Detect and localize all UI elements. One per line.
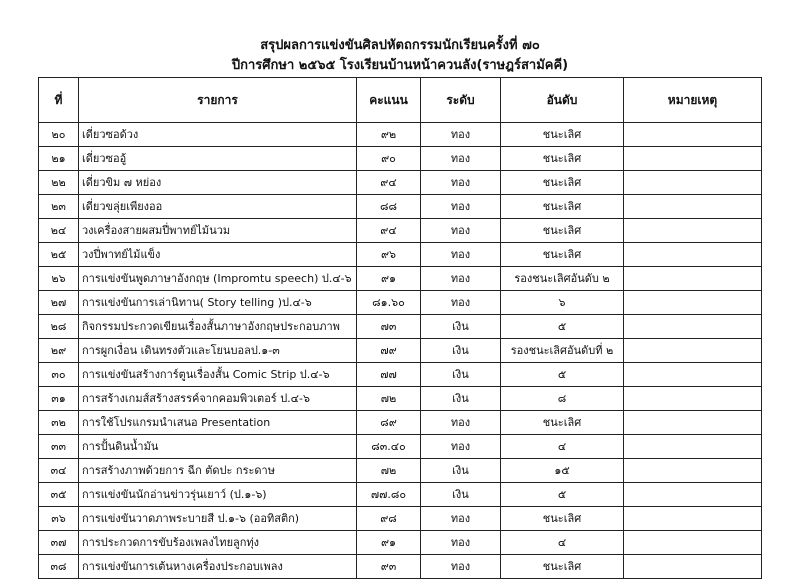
cell-item: การแข่งขันสร้างการ์ตูนเรื่องสั้น Comic Strip ป.๔-๖: [79, 363, 357, 387]
column-header-score: คะแนน: [357, 78, 421, 123]
table-row: [39, 411, 762, 435]
cell-item: การสร้างเกมส์สร้างสรรค์จากคอมพิวเตอร์ ป.๔-๖: [79, 387, 357, 411]
table-row: [39, 219, 762, 243]
cell-level: เงิน: [421, 483, 501, 507]
cell-level: ทอง: [421, 507, 501, 531]
cell-note: [624, 243, 762, 267]
table-row: [39, 291, 762, 315]
cell-score: ๙๑: [357, 531, 421, 555]
cell-no: ๓๖: [39, 507, 79, 531]
table-row: [39, 123, 762, 147]
cell-item: วงเครื่องสายผสมปี่พาทย์ไม้นวม: [79, 219, 357, 243]
cell-note: [624, 171, 762, 195]
cell-item: เดี่ยวขลุ่ยเพียงออ: [79, 195, 357, 219]
cell-score: ๗๒: [357, 387, 421, 411]
table-row: [39, 387, 762, 411]
table-row: [39, 195, 762, 219]
table-row: [39, 363, 762, 387]
cell-note: [624, 363, 762, 387]
cell-note: [624, 435, 762, 459]
cell-rank: ๔: [501, 531, 624, 555]
cell-no: ๓๐: [39, 363, 79, 387]
cell-score: ๗๙: [357, 339, 421, 363]
cell-no: ๒๖: [39, 267, 79, 291]
cell-item: การแข่งขันการเต้นหางเครื่องประกอบเพลง: [79, 555, 357, 579]
cell-rank: ๑๕: [501, 459, 624, 483]
cell-score: ๙๒: [357, 123, 421, 147]
cell-item: การผูกเงื่อน เดินทรงตัวและโยนบอลป.๑-๓: [79, 339, 357, 363]
table-row: [39, 243, 762, 267]
cell-item: การใช้โปรแกรมนำเสนอ Presentation: [79, 411, 357, 435]
cell-score: ๘๑.๖๐: [357, 291, 421, 315]
document-subtitle: ปีการศึกษา ๒๕๖๕ โรงเรียนบ้านหน้าควนลัง(ราษฎร์สามัคคี): [231, 58, 569, 73]
cell-note: [624, 315, 762, 339]
table-header-row: [39, 78, 762, 123]
cell-no: ๒๕: [39, 243, 79, 267]
cell-rank: ๕: [501, 315, 624, 339]
column-header-no: ที่: [39, 78, 79, 123]
cell-note: [624, 411, 762, 435]
cell-level: ทอง: [421, 531, 501, 555]
cell-item: การสร้างภาพด้วยการ ฉีก ตัดปะ กระดาษ: [79, 459, 357, 483]
cell-no: ๒๗: [39, 291, 79, 315]
cell-no: ๒๑: [39, 147, 79, 171]
cell-level: ทอง: [421, 219, 501, 243]
table-row: [39, 531, 762, 555]
cell-level: ทอง: [421, 267, 501, 291]
cell-level: ทอง: [421, 291, 501, 315]
cell-item: การแข่งขันวาดภาพระบายสี ป.๑-๖ (ออทิสติก): [79, 507, 357, 531]
cell-score: ๙๐: [357, 147, 421, 171]
cell-rank: ชนะเลิศ: [501, 147, 624, 171]
cell-score: ๙๔: [357, 219, 421, 243]
cell-no: ๒๒: [39, 171, 79, 195]
cell-no: ๒๓: [39, 195, 79, 219]
results-table: [38, 77, 762, 579]
cell-note: [624, 387, 762, 411]
column-header-note: หมายเหตุ: [624, 78, 762, 123]
cell-no: ๓๗: [39, 531, 79, 555]
cell-score: ๗๓: [357, 315, 421, 339]
cell-note: [624, 339, 762, 363]
table-row: [39, 267, 762, 291]
cell-score: ๘๙: [357, 411, 421, 435]
cell-score: ๙๖: [357, 243, 421, 267]
cell-rank: ๘: [501, 387, 624, 411]
cell-note: [624, 195, 762, 219]
cell-note: [624, 291, 762, 315]
cell-level: ทอง: [421, 147, 501, 171]
cell-level: ทอง: [421, 171, 501, 195]
cell-rank: ชนะเลิศ: [501, 219, 624, 243]
cell-no: ๓๘: [39, 555, 79, 579]
cell-level: ทอง: [421, 195, 501, 219]
cell-score: ๙๑: [357, 267, 421, 291]
cell-item: การประกวดการขับร้องเพลงไทยลูกทุ่ง: [79, 531, 357, 555]
table-row: [39, 483, 762, 507]
cell-item: เดี่ยวซออู้: [79, 147, 357, 171]
cell-rank: ชนะเลิศ: [501, 171, 624, 195]
cell-no: ๓๒: [39, 411, 79, 435]
cell-level: เงิน: [421, 459, 501, 483]
cell-no: ๒๔: [39, 219, 79, 243]
column-header-rank: อันดับ: [501, 78, 624, 123]
cell-score: ๗๗.๘๐: [357, 483, 421, 507]
cell-level: ทอง: [421, 411, 501, 435]
cell-item: เดี่ยวขิม ๗ หย่อง: [79, 171, 357, 195]
table-row: [39, 147, 762, 171]
cell-no: ๒๐: [39, 123, 79, 147]
cell-note: [624, 147, 762, 171]
column-header-item: รายการ: [79, 78, 357, 123]
cell-note: [624, 459, 762, 483]
table-row: [39, 339, 762, 363]
cell-score: ๗๒: [357, 459, 421, 483]
table-row: [39, 459, 762, 483]
cell-level: ทอง: [421, 243, 501, 267]
cell-rank: ชนะเลิศ: [501, 243, 624, 267]
table-row: [39, 507, 762, 531]
table-row: [39, 435, 762, 459]
cell-no: ๓๓: [39, 435, 79, 459]
cell-rank: ชนะเลิศ: [501, 507, 624, 531]
column-header-level: ระดับ: [421, 78, 501, 123]
cell-item: การแข่งขันการเล่านิทาน( Story telling )ป.๔-๖: [79, 291, 357, 315]
cell-item: กิจกรรมประกวดเขียนเรื่องสั้นภาษาอังกฤษประกอบภาพ: [79, 315, 357, 339]
cell-score: ๘๓.๔๐: [357, 435, 421, 459]
cell-no: ๒๘: [39, 315, 79, 339]
cell-no: ๒๙: [39, 339, 79, 363]
cell-level: ทอง: [421, 435, 501, 459]
cell-rank: ชนะเลิศ: [501, 195, 624, 219]
cell-rank: ๕: [501, 483, 624, 507]
cell-rank: ชนะเลิศ: [501, 555, 624, 579]
cell-note: [624, 507, 762, 531]
table-row: [39, 315, 762, 339]
cell-score: ๗๗: [357, 363, 421, 387]
cell-item: เดี่ยวซอด้วง: [79, 123, 357, 147]
cell-item: การแข่งขันนักอ่านข่าวรุ่นเยาว์ (ป.๑-๖): [79, 483, 357, 507]
cell-no: ๓๕: [39, 483, 79, 507]
cell-note: [624, 531, 762, 555]
cell-score: ๙๓: [357, 555, 421, 579]
table-row: [39, 171, 762, 195]
cell-note: [624, 123, 762, 147]
cell-note: [624, 555, 762, 579]
cell-no: ๓๔: [39, 459, 79, 483]
cell-level: เงิน: [421, 339, 501, 363]
cell-rank: ๕: [501, 363, 624, 387]
cell-level: เงิน: [421, 387, 501, 411]
cell-rank: ๖: [501, 291, 624, 315]
cell-rank: ชนะเลิศ: [501, 411, 624, 435]
cell-note: [624, 219, 762, 243]
cell-rank: ๔: [501, 435, 624, 459]
cell-level: เงิน: [421, 315, 501, 339]
table-row: [39, 555, 762, 579]
cell-level: ทอง: [421, 123, 501, 147]
cell-item: การปั้นดินน้ำมัน: [79, 435, 357, 459]
cell-score: ๙๘: [357, 507, 421, 531]
cell-no: ๓๑: [39, 387, 79, 411]
cell-score: ๙๔: [357, 171, 421, 195]
cell-note: [624, 267, 762, 291]
cell-rank: รองชนะเลิศอันดับ ๒: [501, 267, 624, 291]
document-title: สรุปผลการแข่งขันศิลปหัตถกรรมนักเรียนครั้งที่ ๗๐: [260, 38, 540, 53]
cell-item: วงปี่พาทย์ไม้แข็ง: [79, 243, 357, 267]
cell-rank: รองชนะเลิศอันดับที่ ๒: [501, 339, 624, 363]
results-table-body: [39, 123, 762, 579]
cell-score: ๘๘: [357, 195, 421, 219]
cell-level: ทอง: [421, 555, 501, 579]
cell-rank: ชนะเลิศ: [501, 123, 624, 147]
cell-level: เงิน: [421, 363, 501, 387]
cell-note: [624, 483, 762, 507]
cell-item: การแข่งขันพูดภาษาอังกฤษ (Impromtu speech) ป.๔-๖: [79, 267, 357, 291]
